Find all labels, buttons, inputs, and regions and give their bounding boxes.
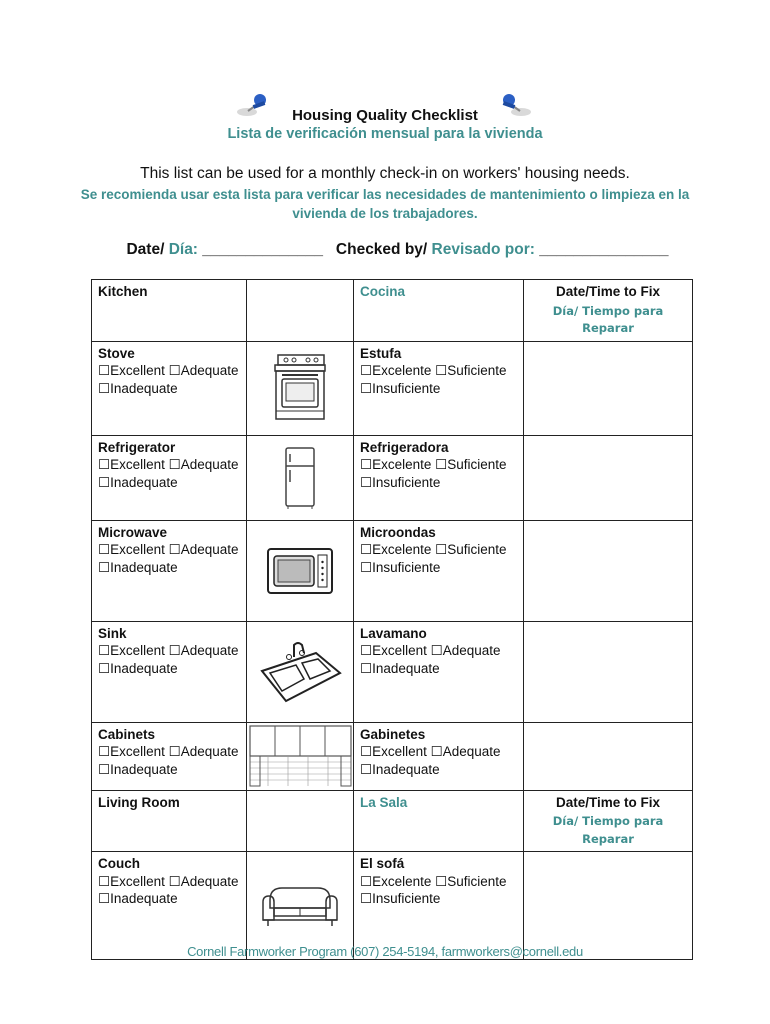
rating-options[interactable]: ☐Excellent ☐Adequate xyxy=(98,873,239,889)
item-name: Stove xyxy=(98,345,135,361)
checked-by-label: Checked by/ xyxy=(335,241,428,258)
item-name: Couch xyxy=(98,856,140,871)
item-en-cell xyxy=(92,722,247,790)
rating-options-es[interactable]: ☐Insuficiente xyxy=(360,891,441,906)
rating-options-es[interactable]: ☐Excelente ☐Suficiente xyxy=(360,457,507,472)
la-sala-heading: La Sala xyxy=(354,790,524,852)
item-es-cell xyxy=(354,621,524,722)
dia-label: Día: xyxy=(168,241,198,258)
image-cell xyxy=(247,435,354,520)
item-es-cell xyxy=(354,341,524,435)
living-fix-header xyxy=(524,790,693,852)
fix-label-es: Día/ Tiempo para Reparar xyxy=(552,303,664,335)
item-name: Refrigerator xyxy=(98,439,176,455)
rating-options[interactable]: ☐Inadequate xyxy=(98,660,178,676)
intro-spanish: Se recomienda usar esta lista para verificar las necesidades de mantenimiento o limpieza en la vivienda de los trabajadores. xyxy=(80,187,690,221)
living-room-heading: Living Room xyxy=(92,790,247,852)
microwave-icon xyxy=(265,546,335,596)
date-blank[interactable]: ______________ xyxy=(202,241,323,258)
image-cell xyxy=(247,722,354,790)
rating-options[interactable]: ☐Excellent ☐Adequate xyxy=(98,643,239,658)
table-row xyxy=(92,520,693,621)
item-name: Sink xyxy=(98,625,127,641)
item-es-cell xyxy=(354,520,524,621)
living-room-header-row xyxy=(92,790,693,852)
rating-options[interactable]: ☐Excellent ☐Adequate xyxy=(98,542,239,557)
rating-options-es[interactable]: ☐Excelente ☐Suficiente xyxy=(360,363,507,378)
item-name-es: Microondas xyxy=(360,524,436,540)
image-cell xyxy=(247,520,354,621)
rating-options-es[interactable]: ☐Excellent ☐Adequate xyxy=(360,643,501,658)
rating-options[interactable]: ☐Inadequate xyxy=(98,761,178,777)
kitchen-header-row xyxy=(92,280,693,342)
item-en-cell xyxy=(92,435,247,520)
fix-date-cell[interactable] xyxy=(524,341,693,435)
page-subtitle: Lista de verificación mensual para la vivienda xyxy=(227,126,543,142)
item-name: Cabinets xyxy=(98,726,156,742)
rating-options[interactable]: ☐Inadequate xyxy=(98,474,178,490)
cocina-heading: Cocina xyxy=(354,280,524,342)
kitchen-fix-header xyxy=(524,280,693,342)
checked-blank[interactable]: _______________ xyxy=(539,241,669,258)
table-row xyxy=(92,435,693,520)
footer-contact: Cornell Farmworker Program (607) 254-5194, farmworkers@cornell.edu xyxy=(187,944,583,959)
item-en-cell xyxy=(92,621,247,722)
rating-options-es[interactable]: ☐Insuficiente xyxy=(360,380,441,396)
date-checked-line xyxy=(0,241,770,259)
item-name-es: El sofá xyxy=(360,856,405,871)
image-cell xyxy=(247,341,354,435)
rating-options[interactable]: ☐Excellent ☐Adequate xyxy=(98,363,239,378)
rating-options-es[interactable]: ☐Inadequate xyxy=(360,761,440,777)
rating-options-es[interactable]: ☐Excellent ☐Adequate xyxy=(360,744,501,759)
item-name-es: Lavamano xyxy=(360,625,427,641)
item-en-cell xyxy=(92,520,247,621)
cabinets-icon xyxy=(248,724,353,788)
rating-options-es[interactable]: ☐Excelente ☐Suficiente xyxy=(360,542,507,557)
checklist-table xyxy=(91,279,693,960)
image-cell xyxy=(247,621,354,722)
fix-date-cell[interactable] xyxy=(524,435,693,520)
rating-options[interactable]: ☐Excellent ☐Adequate xyxy=(98,744,239,759)
fix-date-cell[interactable] xyxy=(524,722,693,790)
item-name-es: Estufa xyxy=(360,345,402,361)
fix-date-cell[interactable] xyxy=(524,621,693,722)
fix-date-cell[interactable] xyxy=(524,520,693,621)
rating-options-es[interactable]: ☐Insuficiente xyxy=(360,559,441,575)
rating-options-es[interactable]: ☐Excelente ☐Suficiente xyxy=(360,873,507,889)
revisado-label: Revisado por: xyxy=(431,241,535,258)
rating-options-es[interactable]: ☐Inadequate xyxy=(360,660,440,676)
rating-options[interactable]: ☐Inadequate xyxy=(98,380,178,396)
fix-label-en: Date/Time to Fix xyxy=(555,284,661,299)
item-es-cell xyxy=(354,722,524,790)
table-row xyxy=(92,722,693,790)
rating-options[interactable]: ☐Excellent ☐Adequate xyxy=(98,457,239,472)
item-name-es: Refrigeradora xyxy=(360,439,449,455)
kitchen-heading: Kitchen xyxy=(92,280,247,342)
stove-icon xyxy=(270,353,330,423)
kitchen-heading-blank xyxy=(247,280,354,342)
table-row xyxy=(92,341,693,435)
fix-label-es: Día/ Tiempo para Reparar xyxy=(552,814,664,846)
rating-options[interactable]: ☐Inadequate xyxy=(98,891,178,906)
item-name-es: Gabinetes xyxy=(360,726,426,742)
table-row xyxy=(92,621,693,722)
item-es-cell xyxy=(354,435,524,520)
fix-label-en: Date/Time to Fix xyxy=(555,794,661,810)
rating-options-es[interactable]: ☐Insuficiente xyxy=(360,474,441,490)
intro-english: This list can be used for a monthly check-in on workers' housing needs. xyxy=(140,165,630,182)
date-label: Date/ xyxy=(126,241,165,258)
item-en-cell xyxy=(92,341,247,435)
living-heading-blank xyxy=(247,790,354,852)
couch-icon xyxy=(260,882,340,930)
item-name: Microwave xyxy=(98,524,168,540)
page-title: Housing Quality Checklist xyxy=(292,107,478,124)
refrigerator-icon xyxy=(280,446,320,510)
rating-options[interactable]: ☐Inadequate xyxy=(98,559,178,575)
sink-icon xyxy=(258,639,342,705)
